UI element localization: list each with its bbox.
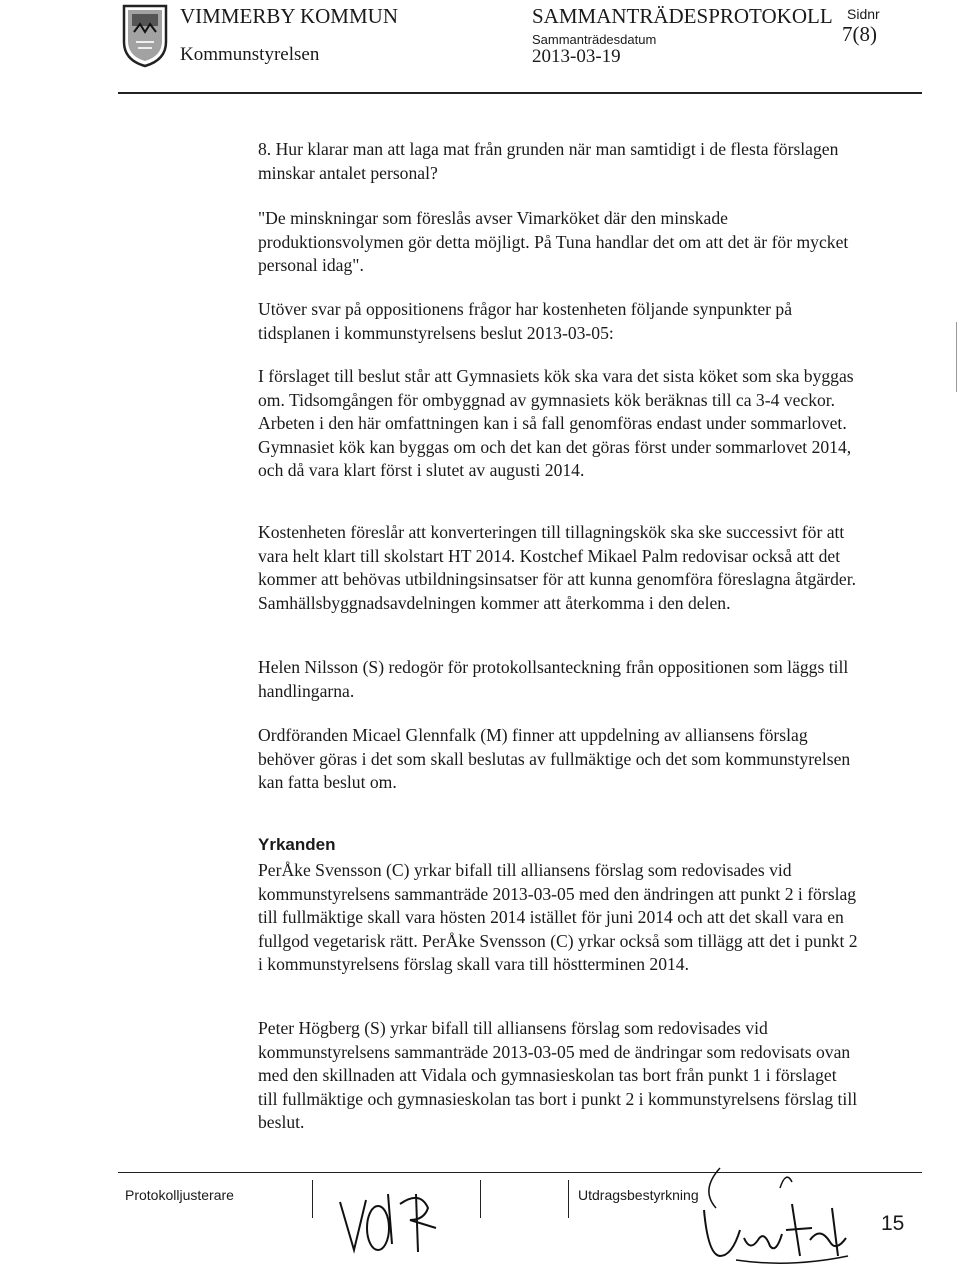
paragraph-chairman: Ordföranden Micael Glennfalk (M) finner att uppdelning av alliansens förslag behöver göras i det som skall beslutas av fullmäktige och det som kommunstyrelsen kan fatta beslut om. <box>258 725 851 792</box>
scan-margin-line <box>956 322 957 392</box>
paragraph-protocol-note: Helen Nilsson (S) redogör för protokollsanteckning från oppositionen som läggs till handlingarna. <box>258 657 849 701</box>
question-8: 8. Hur klarar man att laga mat från grunden när man samtidigt i de flesta förslagen minskar antalet personal? <box>258 139 839 183</box>
meeting-date: 2013-03-19 <box>532 46 621 67</box>
header-divider <box>118 92 922 94</box>
document-title: SAMMANTRÄDESPROTOKOLL <box>532 4 833 28</box>
paragraph-motion-hogberg: Peter Högberg (S) yrkar bifall till alliansens förslag som redovisades vid kommunstyrelsens sammanträde 2013-03-05 med de ändringar som redovisats ovan med den skillnaden att Vidala och gymnasieskolan tas bort från punkt 1 i förslaget till fullmäktige och gymnasieskolan tas bort i punkt 2 i kommunstyrelsens förslag till beslut. <box>258 1018 858 1132</box>
adjusters-label: Protokolljusterare <box>125 1187 234 1203</box>
section-heading-yrkanden: Yrkanden <box>258 835 336 854</box>
meeting-date-label: Sammanträdesdatum <box>532 32 657 47</box>
footer-separator <box>312 1180 313 1218</box>
municipality-name: VIMMERBY KOMMUN <box>180 4 398 28</box>
footer-separator <box>568 1180 569 1218</box>
excerpt-certification-label: Utdragsbestyrkning <box>578 1187 699 1203</box>
municipal-crest-logo <box>118 2 172 68</box>
page-indicator: 7(8) <box>842 22 877 46</box>
answer-quote: "De minskningar som föreslås avser Vimarköket där den minskade produktionsvolymen gör detta möjligt. På Tuna handlar det om att det är för mycket personal idag". <box>258 208 849 275</box>
paragraph-motion-svensson: PerÅke Svensson (C) yrkar bifall till alliansens förslag som redovisades vid kommunstyrelsens sammanträde 2013-03-05 med den ändringen att punkt 2 i förslag till fullmäktige skall vara hösten 2014 istället för juni 2014 och att det skall vara en fullgod vegetarisk rätt. PerÅke Svensson (C) yrkar också som tillägg att det i punkt 2 i kommunstyrelsens förslag skall vara till höstterminen 2014. <box>258 860 858 974</box>
paragraph-timeline-intro: Utöver svar på oppositionens frågor har kostenheten följande synpunkter på tidsplanen i kommunstyrelsens beslut 2013-03-05: <box>258 299 793 343</box>
page-label: Sidnr <box>847 6 880 22</box>
certification-signature <box>660 1160 860 1265</box>
paragraph-gymnasium-kitchen: I förslaget till beslut står att Gymnasiets kök ska vara det sista köket som ska byggas om. Tidsomgången för ombyggnad av gymnasiets kök beräknas till ca 3-4 veckor. Arbeten i den här omfattningen kan i så fall genomföras endast under sommarlovet. Gymnasiet kök kan byggas om och det kan det göras först under sommarlovet 2014, och då vara klart först i slutet av augusti 2014. <box>258 366 854 480</box>
adjuster-initials-signature <box>320 1180 450 1262</box>
board-name: Kommunstyrelsen <box>180 44 320 65</box>
footer-separator <box>480 1180 481 1218</box>
footer-page-number: 15 <box>881 1212 905 1235</box>
paragraph-conversion: Kostenheten föreslår att konverteringen till tillagningskök ska ske successivt för att vara helt klart till skolstart HT 2014. Kostchef Mikael Palm redovisar också att det kommer att behövas utbildningsinsatser för att kunna genomföra föreslagna åtgärder. Samhällsbyggnadsavdelningen kommer att återkomma i den delen. <box>258 522 857 613</box>
